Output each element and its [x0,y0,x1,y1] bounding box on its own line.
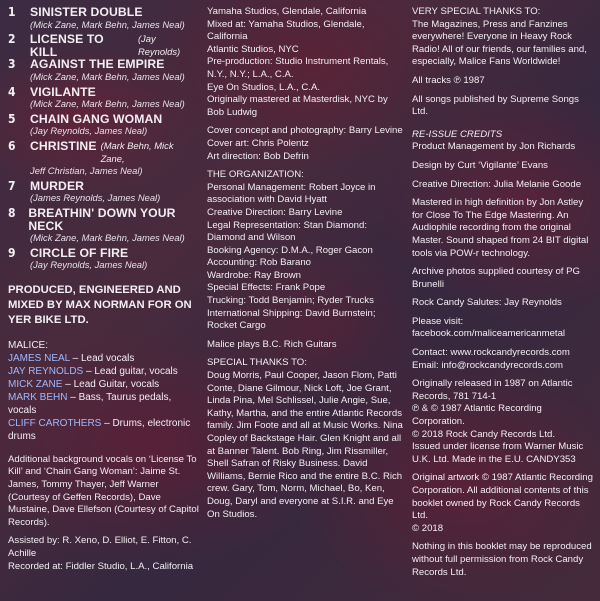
track-5: 5 CHAIN GANG WOMAN [8,111,163,126]
paragraph: SPECIAL THANKS TO: Doug Morris, Paul Cooper, Jason Flom, Patti Conte, Diane Gilmour, Nick Loft, Joe Grant, Linda Pina, Mel Schlissel, Julie Angie, Sue, Kathy, Martha, and the entire Atlantic Records family. Jim Foote and all at Music Works. Nina Copley of Backstage Hair. Glen Knight and all at Banner Talent. Bob Ring, Jim Rissmiller, Shell Safran of Risky Business. David Williams, Bernie Rico and the entire B.C. Rich crew. Gary, Tom, Norm, Michael, Bo, Ken, Doug, Daryl and everyone at S.I.R. and Eye On Studios. [207,357,403,520]
paragraph: Additional background vocals on ‘License To Kill’ and ‘Chain Gang Woman’: Jaime St. James, Tommy Thayer, Jeff Warner (Courtesy of Geffen Records), Dave Mustaine, Dave Ellefson (Courtesy of Capitol Records). [8,453,199,528]
column-left [8,6,200,579]
paragraph: Creative Direction: Julia Melanie Goode [412,178,582,190]
track-credit: (James Reynolds, James Neal) [30,192,161,204]
column-right [412,6,596,585]
tracklist [8,6,200,272]
paragraph: THE ORGANIZATION: Personal Management: Robert Joyce in association with David Hyatt Creative Direction: Barry Levine Legal Representation: Stan Diamond: Diamond and Wilson Booking Agency: D.M.A., Roger Gacon Accounting: Rob Barano Wardrobe: Ray Brown Special Effects: Frank Pope Trucking: Todd Benjamin; Ryder Trucks International Shipping: David Burnstein; Rocket Cargo [207,169,376,332]
paragraph: Design by Curt ‘Vigilante’ Evans [412,159,548,171]
reissue-heading: RE-ISSUE CREDITS [412,128,503,140]
column-middle [207,6,404,527]
paragraph: Original artwork © 1987 Atlantic Recording Corporation. All additional contents of this booklet owned by Rock Candy Records Ltd. © 2018 [412,472,593,534]
track-credit: (Mick Zane, Mark Behn, James Neal) [30,98,185,110]
track-8: 8 BREATHIN' DOWN YOUR NECK [8,205,176,233]
track-credit: (Mick Zane, Mark Behn, James Neal) [30,18,185,30]
paragraph: Contact: www.rockcandyrecords.com Email: info@rockcandyrecords.com [412,347,570,371]
track-credit: (Jay Reynolds, James Neal) [30,259,148,271]
paragraph: Assisted by: R. Xeno, D. Elliot, E. Fitton, C. Achille [8,535,192,560]
track-9: 9 CIRCLE OF FIRE [8,245,129,260]
track-credit: (Jay Reynolds, James Neal) [30,125,148,137]
paragraph: All songs published by Supreme Songs Ltd. [412,93,579,118]
paragraph: Please visit: facebook.com/maliceamericanmetal [412,315,566,340]
paragraph: All tracks ℗ 1987 [412,74,485,86]
paragraph: Archive photos supplied courtesy of PG Brunelli [412,266,580,290]
band-heading: MALICE: [8,339,49,351]
track-2: 2 LICENSE TO KILL (Jay Reynolds) [8,32,181,59]
member: JAY REYNOLDS – Lead guitar, vocals [8,365,178,377]
paragraph: Recorded at: Fiddler Studio, L.A., California [8,560,194,572]
track-4: 4 VIGILANTE [8,84,96,99]
paragraph: Cover concept and photography: Barry Levine Cover art: Chris Polentz Art direction: Bob Defrin [207,125,403,162]
paragraph: Mastered in high definition by Jon Astley for Close To The Edge Mastering. An Audiophile recording from the original Master. Sound shaped from 24 BIT digital tools via POW-r technology. [412,197,589,259]
track-credit: (Mick Zane, Mark Behn, James Neal) [30,70,185,82]
track-credit: (Mick Zane, Mark Behn, James Neal) [30,232,185,244]
member: JAMES NEAL – Lead vocals [8,352,135,364]
paragraph: Yamaha Studios, Glendale, California Mixed at: Yamaha Studios, Glendale, California Atlantic Studios, NYC Pre-production: Studio Instrument Rentals, N.Y., N.Y.; L.A., C.A. Eye On Studios, L.A., C.A. Originally mastered at Masterdisk, NYC by Bob Ludwig [207,6,389,118]
paragraph: Rock Candy Salutes: Jay Reynolds [412,297,562,309]
track-6: 6 CHRISTINE (Mark Behn, Mick Zane, [8,138,174,164]
production-credit: PRODUCED, ENGINEERED AND MIXED BY MAX NORMAN FOR ON YER BIKE LTD. [8,283,192,326]
band-members [8,339,200,443]
member: CLIFF CAROTHERS – Drums, electronic drums [8,417,191,442]
paragraph: Originally released in 1987 on Atlantic Records, 781 714-1 ℗ & © 1987 Atlantic Recording Corporation. © 2018 Rock Candy Records Ltd. Issued under license from Warner Music U.K. Ltd. Made in the E.U. CANDY353 [412,378,584,465]
member: MARK BEHN – Bass, Taurus pedals, vocals [8,391,172,416]
paragraph: VERY SPECIAL THANKS TO: The Magazines, Press and Fanzines everywhere! Everyone in Heavy Rock Radio! All of our friends, our families and, especially, Malice Fans Worldwide! [412,6,587,68]
track-1: 1 SINISTER DOUBLE [8,5,143,19]
track-7: 7 MURDER [8,178,85,193]
paragraph: Product Management by Jon Richards [412,141,576,153]
paragraph: Malice plays B.C. Rich Guitars [207,338,337,350]
col1-credits [8,454,200,573]
track-credit: Jeff Christian, James Neal) [30,165,143,177]
track-3: 3 AGAINST THE EMPIRE [8,57,165,72]
paragraph: Nothing in this booklet may be reproduced without full permission from Rock Candy Records Ltd. [412,541,592,578]
member: MICK ZANE – Lead Guitar, vocals [8,378,160,390]
